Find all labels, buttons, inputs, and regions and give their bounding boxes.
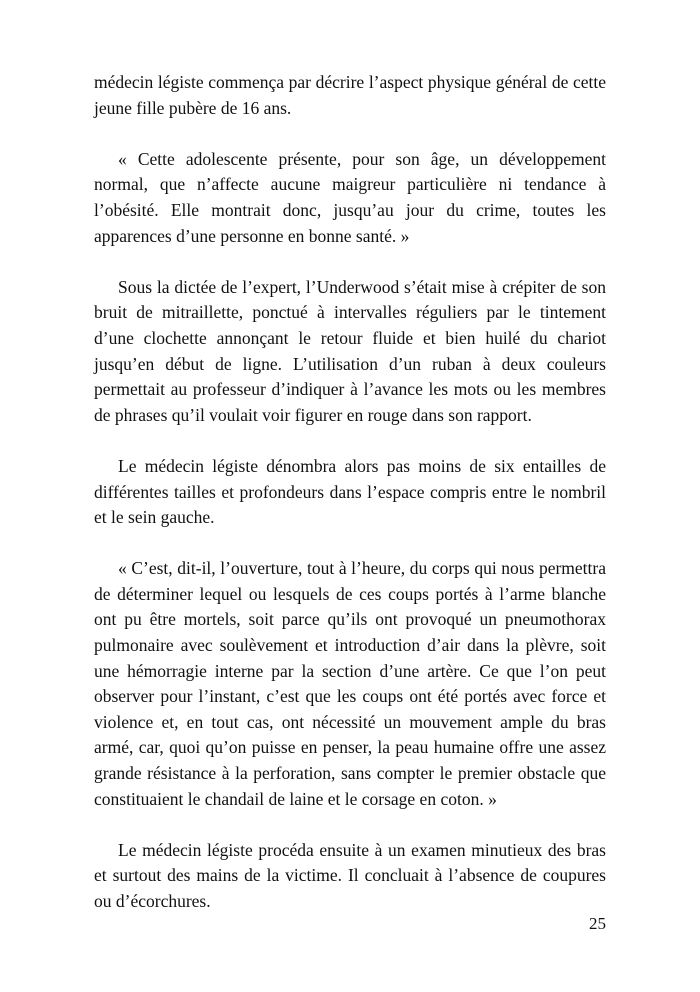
- body-text: [94, 70, 606, 940]
- paragraph-quote-description: « Cette adolescente présente, pour son âge, un développement normal, que n’affecte aucune maigreur particulière ni tendance à l’obésité. Elle montrait donc, jusqu’au jour du crime, toutes les apparences d’une personne en bonne santé. »: [94, 148, 606, 246]
- paragraph-underwood-typing: Sous la dictée de l’expert, l’Underwood s’était mise à crépiter de son bruit de mitraillette, ponctué à intervalles réguliers par le tintement d’une clochette annonçant le retour fluide et bien huilé du chariot jusqu’en début de ligne. L’utilisation d’un ruban à deux couleurs permettait au professeur d’indiquer à l’avance les mots ou les membres de phrases qu’il voulait voir figurer en rouge dans son rapport.: [94, 276, 606, 425]
- paragraph-continuation: médecin légiste commença par décrire l’aspect physique général de cette jeune fille pubère de 16 ans.: [94, 72, 606, 118]
- page-number: 25: [589, 914, 606, 933]
- paragraph-quote-autopsy: « C’est, dit-il, l’ouverture, tout à l’heure, du corps qui nous permettra de déterminer lequel ou lesquels de ces coups portés à l’arme blanche ont pu être mortels, soit parce qu’ils ont provoqué un pneumothorax pulmonaire avec soulèvement et introduction d’air dans la plèvre, soit une hémorragie interne par la section d’une artère. Ce que l’on peut observer pour l’instant, c’est que les coups ont été portés avec force et violence et, en tout cas, ont nécessité un mouvement ample du bras armé, car, quoi qu’on puisse en penser, la peau humaine offre une assez grande résistance à la perforation, sans compter le premier obstacle que constituaient le chandail de laine et le corsage en coton. »: [94, 558, 606, 809]
- paragraph-wounds-count: Le médecin légiste dénombra alors pas moins de six entailles de différentes tailles et profondeurs dans l’espace compris entre le nombril et le sein gauche.: [94, 455, 606, 528]
- paragraph-hands-examination: Le médecin légiste procéda ensuite à un examen minutieux des bras et surtout des mains de la victime. Il concluait à l’absence de coupures ou d’écorchures.: [94, 839, 606, 911]
